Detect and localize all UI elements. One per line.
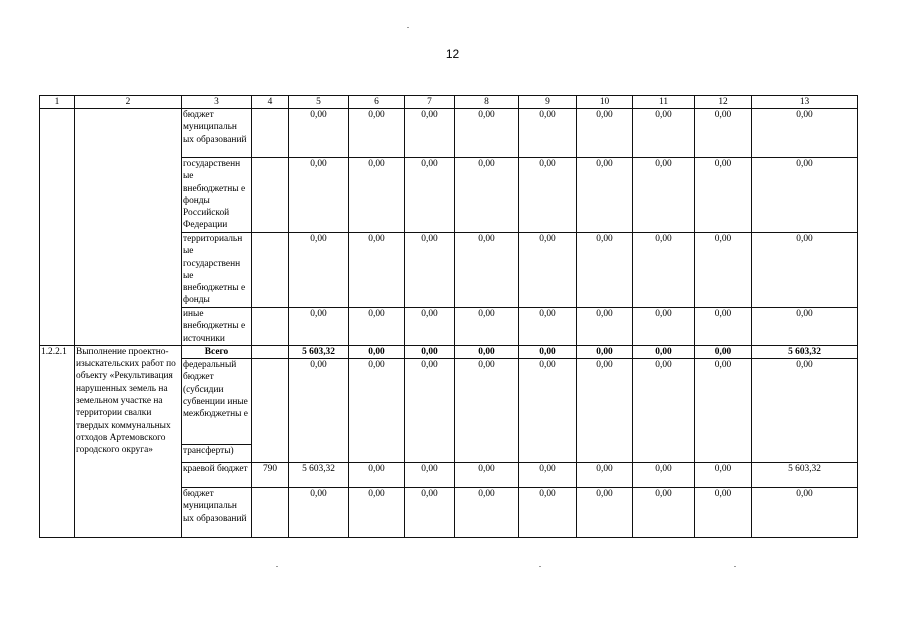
value-cell: 0,00 [455, 463, 519, 488]
budget-code [252, 359, 289, 463]
value-cell: 0,00 [577, 488, 633, 538]
budget-code [252, 345, 289, 358]
value-cell: 0,00 [695, 308, 752, 346]
value-cell: 0,00 [519, 463, 577, 488]
column-number-row [40, 96, 858, 109]
value-cell: 0,00 [349, 463, 405, 488]
value-cell: 0,00 [695, 109, 752, 158]
value-cell: 0,00 [519, 109, 577, 158]
value-cell: 0,00 [752, 359, 858, 463]
funding-source: территориальн ые государственн ые внебюджетны е фонды [182, 233, 252, 308]
value-cell: 0,00 [349, 345, 405, 358]
page-number: 12 [445, 47, 460, 61]
value-cell: 0,00 [349, 109, 405, 158]
value-cell: 0,00 [577, 158, 633, 233]
value-cell: 0,00 [405, 109, 455, 158]
funding-source: Всего [182, 345, 252, 358]
value-cell: 0,00 [455, 158, 519, 233]
value-cell: 0,00 [577, 345, 633, 358]
value-cell: 0,00 [405, 359, 455, 463]
value-cell: 0,00 [633, 158, 695, 233]
funding-source: иные внебюджетны е источники [182, 308, 252, 346]
value-cell: 0,00 [633, 109, 695, 158]
funding-source: федеральный бюджет (субсидии субвенции иные межбюджетны е [182, 359, 252, 445]
column-header: 5 [289, 96, 349, 109]
table-row-total [40, 345, 858, 358]
budget-code [252, 158, 289, 233]
table-row [40, 109, 858, 158]
value-cell: 0,00 [695, 463, 752, 488]
value-cell: 0,00 [519, 345, 577, 358]
budget-table [39, 95, 858, 538]
scan-speck [539, 566, 541, 567]
value-cell: 0,00 [289, 488, 349, 538]
budget-code [252, 488, 289, 538]
value-cell: 0,00 [289, 109, 349, 158]
value-cell: 0,00 [349, 359, 405, 463]
value-cell: 0,00 [633, 345, 695, 358]
funding-source: государственн ые внебюджетны е фонды Российской Федерации [182, 158, 252, 233]
value-cell: 5 603,32 [752, 463, 858, 488]
value-cell: 0,00 [519, 359, 577, 463]
value-cell: 0,00 [519, 308, 577, 346]
value-cell: 0,00 [289, 233, 349, 308]
value-cell: 0,00 [519, 233, 577, 308]
value-cell: 0,00 [752, 233, 858, 308]
value-cell: 0,00 [455, 233, 519, 308]
scan-speck [734, 566, 736, 567]
budget-code [252, 233, 289, 308]
value-cell: 0,00 [577, 109, 633, 158]
column-header: 9 [519, 96, 577, 109]
value-cell: 5 603,32 [289, 463, 349, 488]
value-cell: 0,00 [519, 158, 577, 233]
value-cell: 0,00 [695, 488, 752, 538]
value-cell: 0,00 [289, 308, 349, 346]
value-cell: 0,00 [349, 488, 405, 538]
column-header: 10 [577, 96, 633, 109]
scan-speck [407, 27, 409, 28]
value-cell: 0,00 [289, 359, 349, 463]
empty-name-cell [75, 109, 182, 346]
value-cell: 0,00 [752, 308, 858, 346]
empty-number-cell [40, 109, 75, 346]
funding-source: бюджет муниципальн ых образований [182, 488, 252, 538]
value-cell: 0,00 [577, 463, 633, 488]
value-cell: 0,00 [405, 345, 455, 358]
item-name: Выполнение проектно-изыскательских работ по объекту «Рекультивация нарушенных земель на земельном участке на территории свалки твердых коммунальных отходов Артемовского городского округа» [75, 345, 182, 537]
item-number: 1.2.2.1 [40, 345, 75, 537]
funding-source: краевой бюджет [182, 463, 252, 488]
value-cell: 0,00 [752, 109, 858, 158]
value-cell: 0,00 [405, 488, 455, 538]
column-header: 1 [40, 96, 75, 109]
value-cell: 0,00 [405, 233, 455, 308]
value-cell: 0,00 [633, 233, 695, 308]
value-cell: 0,00 [752, 158, 858, 233]
value-cell: 0,00 [405, 308, 455, 346]
value-cell: 5 603,32 [752, 345, 858, 358]
value-cell: 0,00 [695, 359, 752, 463]
budget-code [252, 109, 289, 158]
value-cell: 0,00 [349, 308, 405, 346]
column-header: 8 [455, 96, 519, 109]
column-header: 7 [405, 96, 455, 109]
value-cell: 0,00 [349, 158, 405, 233]
value-cell: 0,00 [455, 345, 519, 358]
value-cell: 5 603,32 [289, 345, 349, 358]
column-header: 11 [633, 96, 695, 109]
value-cell: 0,00 [455, 109, 519, 158]
value-cell: 0,00 [577, 308, 633, 346]
value-cell: 0,00 [577, 233, 633, 308]
value-cell: 0,00 [633, 463, 695, 488]
column-header: 13 [752, 96, 858, 109]
value-cell: 0,00 [519, 488, 577, 538]
column-header: 2 [75, 96, 182, 109]
value-cell: 0,00 [289, 158, 349, 233]
column-header: 3 [182, 96, 252, 109]
value-cell: 0,00 [455, 359, 519, 463]
budget-code: 790 [252, 463, 289, 488]
value-cell: 0,00 [405, 463, 455, 488]
funding-source: бюджет муниципальн ых образований [182, 109, 252, 158]
value-cell: 0,00 [455, 488, 519, 538]
column-header: 6 [349, 96, 405, 109]
column-header: 4 [252, 96, 289, 109]
value-cell: 0,00 [695, 345, 752, 358]
value-cell: 0,00 [695, 233, 752, 308]
funding-source: трансферты) [182, 445, 252, 463]
value-cell: 0,00 [349, 233, 405, 308]
scan-speck [276, 566, 278, 567]
value-cell: 0,00 [695, 158, 752, 233]
value-cell: 0,00 [455, 308, 519, 346]
value-cell: 0,00 [577, 359, 633, 463]
value-cell: 0,00 [633, 359, 695, 463]
value-cell: 0,00 [405, 158, 455, 233]
value-cell: 0,00 [633, 488, 695, 538]
value-cell: 0,00 [633, 308, 695, 346]
column-header: 12 [695, 96, 752, 109]
budget-code [252, 308, 289, 346]
value-cell: 0,00 [752, 488, 858, 538]
